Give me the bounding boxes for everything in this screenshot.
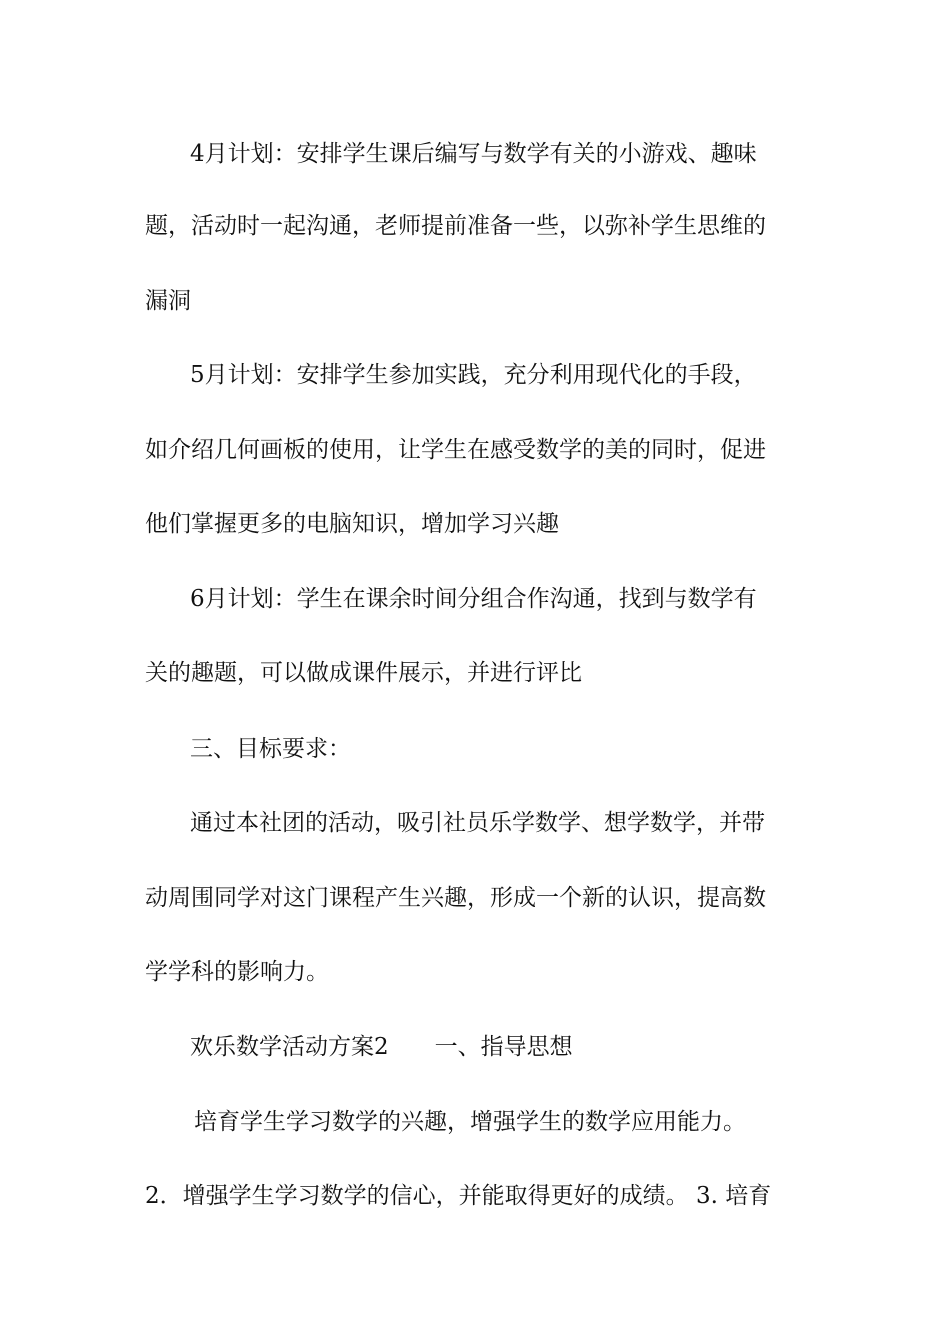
paragraph-line: 题，活动时一起沟通，老师提前准备一些，以弥补学生思维的 — [145, 213, 766, 239]
paragraph-line: 2．增强学生学习数学的信心，并能取得更好的成绩。 3. 培育 — [145, 1183, 772, 1209]
paragraph-line: 4月计划：安排学生课后编写与数学有关的小游戏、趣味 — [190, 141, 757, 167]
section-heading: 欢乐数学活动方案2 一、指导思想 — [190, 1034, 573, 1060]
paragraph-line: 5月计划：安排学生参加实践，充分利用现代化的手段， — [190, 362, 757, 388]
paragraph-line: 学学科的影响力。 — [145, 959, 329, 985]
paragraph-line: 他们掌握更多的电脑知识，增加学习兴趣 — [145, 511, 559, 537]
paragraph-line: 培育学生学习数学的兴趣，增强学生的数学应用能力。 — [194, 1109, 746, 1135]
paragraph-line: 如介绍几何画板的使用，让学生在感受数学的美的同时，促进 — [145, 437, 766, 463]
section-heading: 三、目标要求： — [190, 736, 351, 762]
paragraph-line: 漏洞 — [145, 288, 191, 314]
paragraph-line: 6月计划：学生在课余时间分组合作沟通，找到与数学有 — [190, 586, 757, 612]
paragraph-line: 动周围同学对这门课程产生兴趣，形成一个新的认识，提高数 — [145, 885, 766, 911]
paragraph-line: 关的趣题，可以做成课件展示，并进行评比 — [145, 660, 582, 686]
paragraph-line: 通过本社团的活动，吸引社员乐学数学、想学数学，并带 — [190, 810, 765, 836]
